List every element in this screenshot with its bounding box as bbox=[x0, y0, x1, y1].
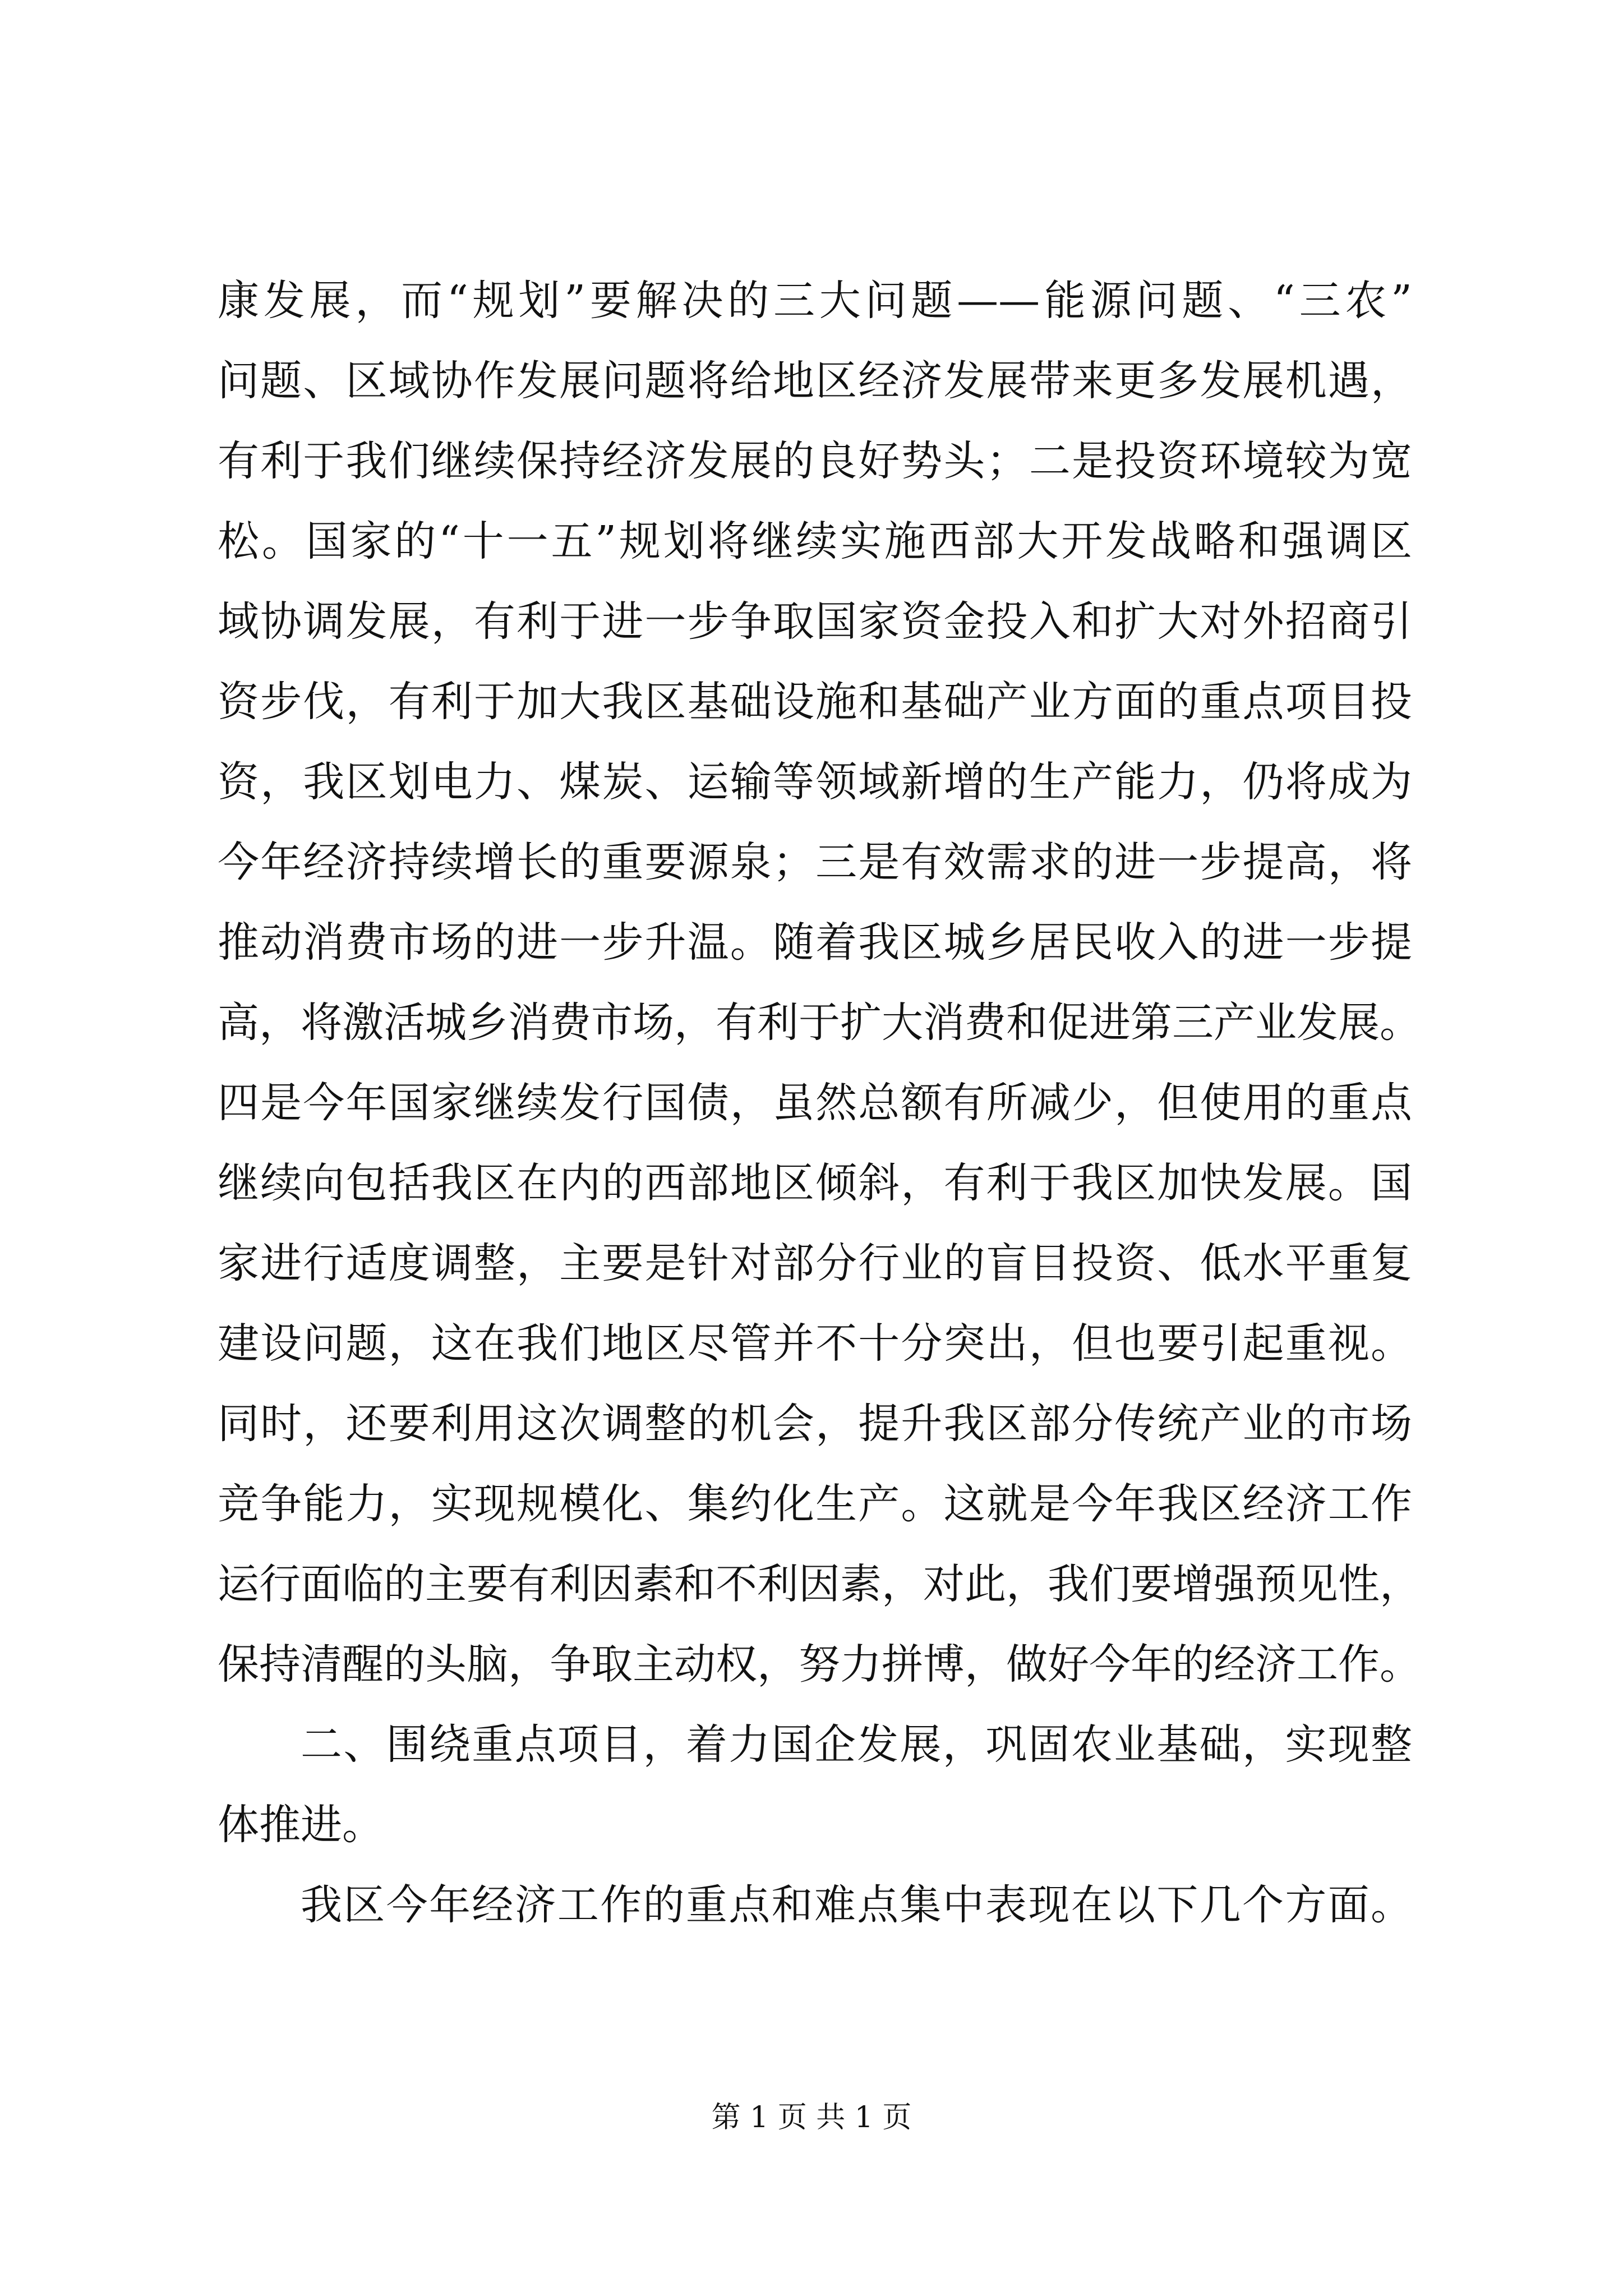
page-number-footer: 第 1 页 共 1 页 bbox=[711, 2101, 912, 2134]
text-line: 竞争能力，实现规模化、集约化生产。这就是今年我区经济工作 bbox=[218, 1480, 1412, 1528]
text-line: 运行面临的主要有利因素和不利因素，对此，我们要增强预见性， bbox=[218, 1560, 1421, 1608]
text-line: 有利于我们继续保持经济发展的良好势头；二是投资环境较为宽 bbox=[218, 437, 1412, 485]
text-line: 建设问题，这在我们地区尽管并不十分突出，但也要引起重视。 bbox=[218, 1319, 1412, 1368]
text-line: 问题、区域协作发展问题将给地区经济发展带来更多发展机遇， bbox=[218, 357, 1412, 405]
document-body bbox=[218, 261, 1421, 1945]
text-line: 高，将激活城乡消费市场，有利于扩大消费和促进第三产业发展。 bbox=[218, 999, 1421, 1047]
text-line: 家进行适度调整，主要是针对部分行业的盲目投资、低水平重复 bbox=[218, 1239, 1412, 1287]
text-line: 保持清醒的头脑，争取主动权，努力拼博，做好今年的经济工作。 bbox=[218, 1640, 1421, 1688]
text-line: 四是今年国家继续发行国债，虽然总额有所减少，但使用的重点 bbox=[218, 1079, 1412, 1127]
text-line: 域协调发展，有利于进一步争取国家资金投入和扩大对外招商引 bbox=[218, 597, 1412, 646]
text-line: 继续向包括我区在内的西部地区倾斜，有利于我区加快发展。国 bbox=[218, 1159, 1412, 1207]
text-line: 资步伐，有利于加大我区基础设施和基础产业方面的重点项目投 bbox=[218, 678, 1412, 726]
text-line: 今年经济持续增长的重要源泉；三是有效需求的进一步提高，将 bbox=[218, 838, 1412, 886]
text-line: 资，我区划电力、煤炭、运输等领域新增的生产能力，仍将成为 bbox=[218, 758, 1412, 806]
text-line: 同时，还要利用这次调整的机会，提升我区部分传统产业的市场 bbox=[218, 1400, 1412, 1448]
text-line: 推动消费市场的进一步升温。随着我区城乡居民收入的进一步提 bbox=[218, 918, 1412, 967]
text-line: 我区今年经济工作的重点和难点集中表现在以下几个方面。 bbox=[301, 1881, 1412, 1929]
text-line: 松。国家的“十一五”规划将继续实施西部大开发战略和强调区 bbox=[218, 517, 1412, 565]
section-heading-line: 二、围绕重点项目，着力国企发展，巩固农业基础，实现整 bbox=[301, 1720, 1412, 1769]
section-heading-line-end: 体推进。 bbox=[218, 1801, 384, 1849]
text-line: 康发展，而“规划”要解决的三大问题——能源问题、“三农” bbox=[218, 277, 1412, 325]
